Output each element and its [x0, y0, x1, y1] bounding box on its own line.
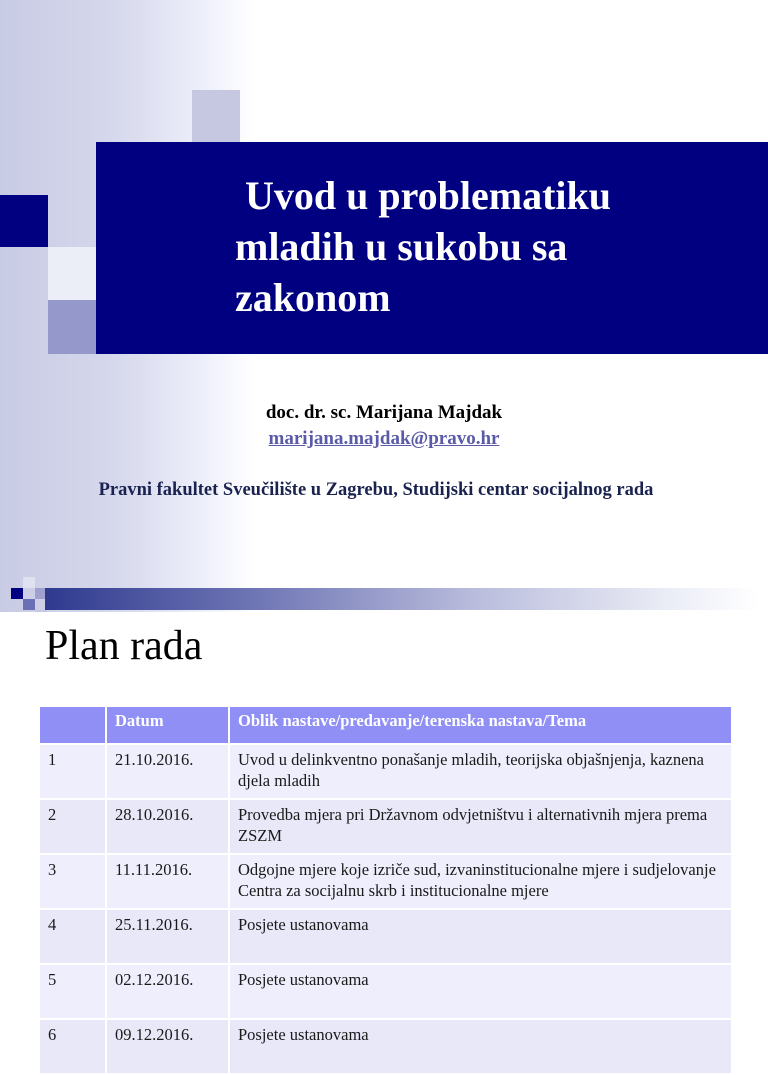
row-date: 28.10.2016.	[107, 800, 228, 853]
row-number: 3	[40, 855, 105, 908]
email-link[interactable]: marijana.majdak@pravo.hr	[268, 428, 500, 449]
column-header-date: Datum	[107, 707, 228, 743]
table-header-row	[40, 707, 731, 743]
row-date: 25.11.2016.	[107, 910, 228, 963]
row-number: 2	[40, 800, 105, 853]
column-header-topic: Oblik nastave/predavanje/terenska nastava/Tema	[230, 707, 731, 743]
row-topic: Posjete ustanovama	[230, 965, 731, 1018]
table-row	[40, 745, 731, 798]
row-topic: Provedba mjera pri Državnom odvjetništvu i alternativnih mjera prema ZSZM	[230, 800, 731, 853]
faculty-name: Pravni fakultet Sveučilište u Zagrebu, Studijski centar socijalnog rada	[98, 480, 654, 500]
decor-pixel	[23, 577, 35, 588]
row-number: 6	[40, 1020, 105, 1073]
author-name: doc. dr. sc. Marijana Majdak	[265, 402, 503, 423]
row-date: 21.10.2016.	[107, 745, 228, 798]
decor-pixel	[11, 588, 23, 599]
column-header-number	[40, 707, 105, 743]
title-line: mladih u sukobu sa	[235, 224, 568, 269]
title-line: zakonom	[235, 275, 391, 320]
decor-square	[48, 247, 96, 300]
row-date: 02.12.2016.	[107, 965, 228, 1018]
row-date: 09.12.2016.	[107, 1020, 228, 1073]
row-topic: Uvod u delinkventno ponašanje mladih, teorijska objašnjenja, kaznena djela mladih	[230, 745, 731, 798]
decor-pixel	[23, 599, 35, 610]
row-topic: Posjete ustanovama	[230, 1020, 731, 1073]
decor-square	[48, 300, 96, 354]
slide-title: Plan rada	[45, 623, 203, 669]
row-date: 11.11.2016.	[107, 855, 228, 908]
table-row	[40, 1020, 731, 1073]
row-topic: Odgojne mjere koje izriče sud, izvaninstitucionalne mjere i sudjelovanje Centra za socijalnu skrb i institucionalne mjere	[230, 855, 731, 908]
row-number: 1	[40, 745, 105, 798]
row-number: 5	[40, 965, 105, 1018]
row-topic: Posjete ustanovama	[230, 910, 731, 963]
plan-slide	[0, 612, 768, 1044]
footer-gradient-strip	[45, 588, 760, 610]
row-number: 4	[40, 910, 105, 963]
table-row	[40, 855, 731, 908]
slide-title	[235, 170, 755, 323]
title-line: Uvod u problematiku	[245, 173, 612, 218]
schedule-table	[38, 705, 733, 1075]
table-row	[40, 800, 731, 853]
decor-square	[192, 90, 240, 142]
table-row	[40, 965, 731, 1018]
table-row	[40, 910, 731, 963]
decor-band-left	[0, 195, 48, 247]
